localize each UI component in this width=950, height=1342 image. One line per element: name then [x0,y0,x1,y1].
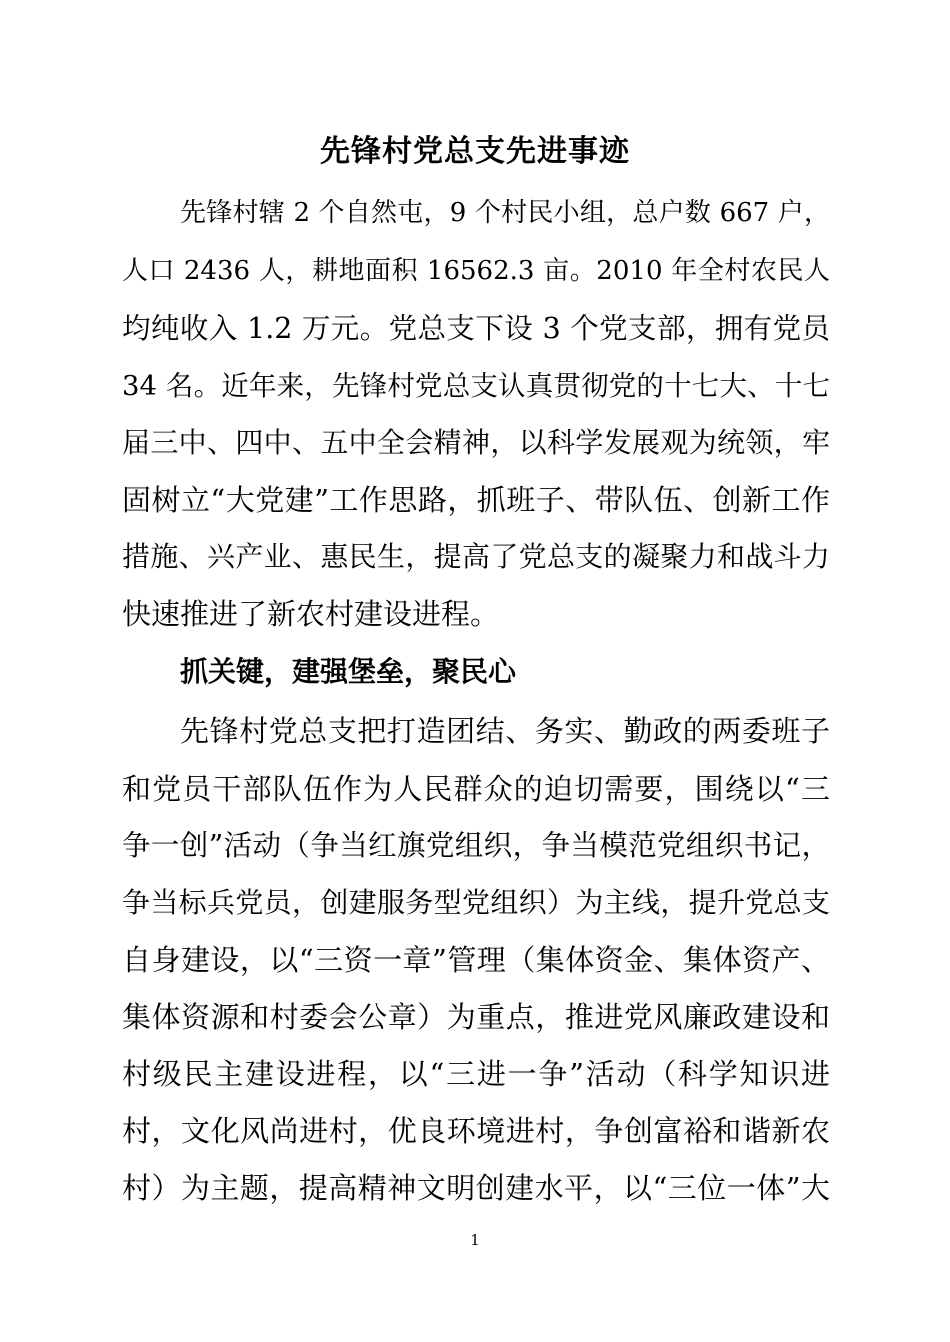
paragraph-2-line-4: 争当标兵党员，创建服务型党组织）为主线，提升党总支 [122,886,830,919]
paragraph-2-line-2: 和党员干部队伍作为人民群众的迫切需要，围绕以“三 [122,772,830,806]
paragraph-1-line-5: 届三中、四中、五中全会精神，以科学发展观为统领，牢 [122,426,830,459]
paragraph-2-line-5: 自身建设，以“三资一章”管理（集体资金、集体资产、 [122,943,830,977]
paragraph-1-line-6: 固树立“大党建”工作思路，抓班子、带队伍、创新工作 [122,483,830,517]
document-title: 先锋村党总支先进事迹 [320,134,630,169]
paragraph-1-line-3: 均纯收入 1.2 万元。党总支下设 3 个党支部，拥有党员 [122,312,830,345]
paragraph-2-line-9: 村）为主题，提高精神文明创建水平，以“三位一体”大 [122,1171,830,1205]
paragraph-2-line-6: 集体资源和村委会公章）为重点，推进党风廉政建设和 [122,1000,830,1034]
paragraph-1-line-8: 快速推进了新农村建设进程。 [122,597,500,631]
paragraph-2-line-8: 村，文化风尚进村，优良环境进村，争创富裕和谐新农 [122,1114,830,1148]
section-heading: 抓关键，建强堡垒，聚民心 [180,655,517,688]
paragraph-1-line-1: 先锋村辖 2 个自然屯，9 个村民小组，总户数 667 户， [180,198,830,228]
page-number: 1 [470,1231,480,1249]
paragraph-1-line-2: 人口 2436 人，耕地面积 16562.3 亩。2010 年全村农民人 [122,256,830,286]
paragraph-1-line-4: 34 名。近年来，先锋村党总支认真贯彻党的十七大、十七 [122,370,830,402]
paragraph-2-line-7: 村级民主建设进程，以“三进一争”活动（科学知识进 [122,1057,830,1091]
paragraph-2-line-1: 先锋村党总支把打造团结、务实、勤政的两委班子 [180,714,830,748]
paragraph-2-line-3: 争一创”活动（争当红旗党组织，争当模范党组织书记， [122,829,830,862]
paragraph-1-line-7: 措施、兴产业、惠民生，提高了党总支的凝聚力和战斗力 [122,540,830,573]
